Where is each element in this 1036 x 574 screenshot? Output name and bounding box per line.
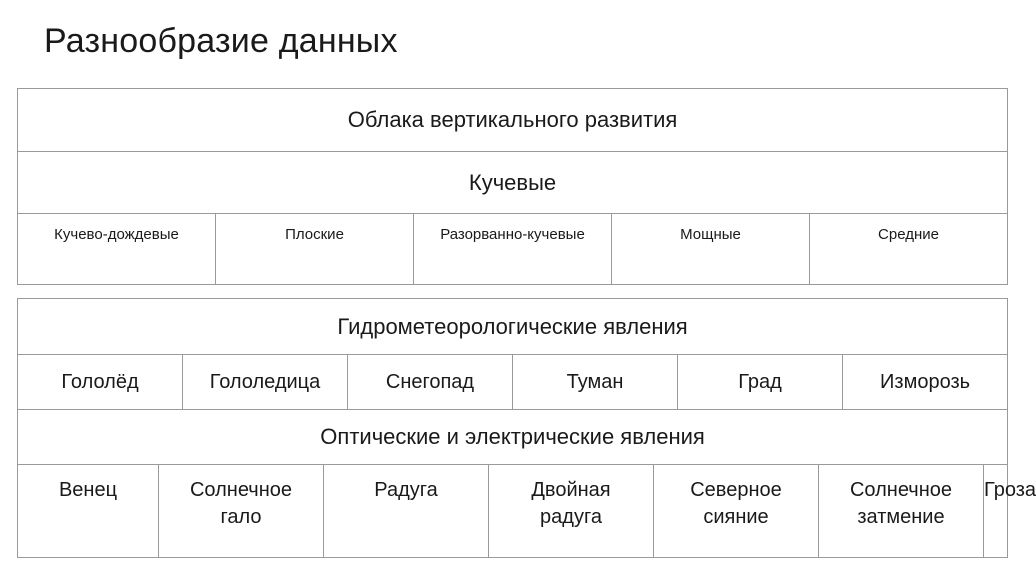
hydromet-cell: Снегопад [348,355,513,410]
cloud-type-cell: Плоские [216,214,414,285]
optical-cell: Северное сияние [654,465,819,558]
hydromet-cell: Изморозь [843,355,1008,410]
hydromet-cell: Град [678,355,843,410]
hydromet-cell: Гололедица [183,355,348,410]
optical-cell: Двойная радуга [489,465,654,558]
optical-cell: Радуга [324,465,489,558]
cloud-type-cell: Разорванно-кучевые [414,214,612,285]
optical-cell: Солнечное затмение [819,465,984,558]
phenomena-table [17,298,1036,558]
page-title: Разнообразие данных [44,22,398,60]
clouds-table-subheader: Кучевые [18,152,1008,214]
hydromet-cell: Гололёд [18,355,183,410]
optical-cell: Венец [18,465,159,558]
cloud-type-cell: Средние [810,214,1008,285]
optical-cell: Гроза [984,465,1008,558]
cloud-type-cell: Кучево-дождевые [18,214,216,285]
clouds-table-header: Облака вертикального развития [18,89,1008,152]
hydromet-header: Гидрометеорологические явления [18,299,1008,355]
hydromet-cell: Туман [513,355,678,410]
optical-cell: Солнечное гало [159,465,324,558]
cloud-type-cell: Мощные [612,214,810,285]
optical-header: Оптические и электрические явления [18,410,1008,465]
clouds-table [17,88,1008,285]
